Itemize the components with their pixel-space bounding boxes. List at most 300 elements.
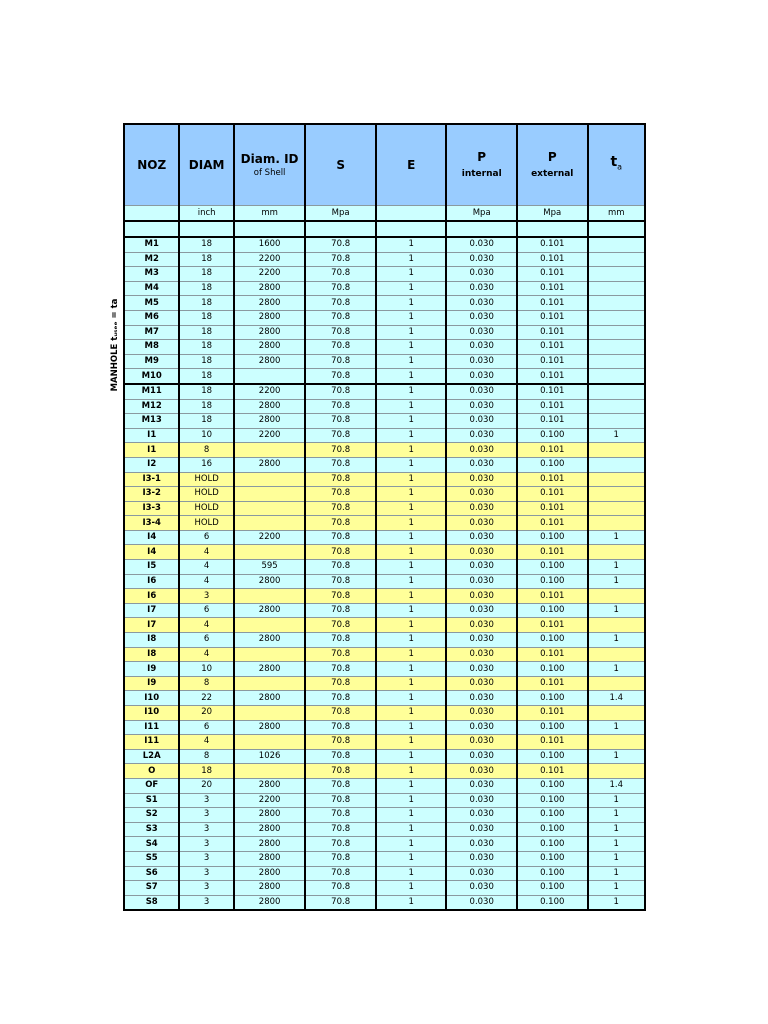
p-external-cell: 0.101 [517, 764, 588, 779]
noz-cell: S3 [124, 822, 179, 837]
s-cell: 70.8 [305, 530, 376, 545]
diam-cell: 18 [179, 310, 233, 325]
table-row [124, 808, 645, 823]
s-cell: 70.8 [305, 414, 376, 429]
p-internal-cell: 0.030 [446, 501, 517, 516]
e-cell: 1 [376, 252, 447, 267]
diam-id-cell: 2800 [234, 837, 306, 852]
noz-cell: S8 [124, 895, 179, 910]
noz-cell: M4 [124, 281, 179, 296]
noz-cell: I7 [124, 603, 179, 618]
ta-cell [588, 252, 646, 267]
spacer-cell [517, 221, 588, 237]
diam-cell: 18 [179, 384, 233, 399]
e-cell: 1 [376, 618, 447, 633]
table-row [124, 691, 645, 706]
s-cell: 70.8 [305, 310, 376, 325]
e-cell: 1 [376, 354, 447, 369]
e-cell: 1 [376, 428, 447, 443]
ta-cell [588, 457, 646, 472]
ta-cell [588, 589, 646, 604]
s-cell: 70.8 [305, 354, 376, 369]
p-external-cell: 0.101 [517, 443, 588, 458]
s-cell: 70.8 [305, 706, 376, 721]
noz-cell: I8 [124, 647, 179, 662]
unit-s: Mpa [305, 206, 376, 222]
diam-cell: 3 [179, 895, 233, 910]
s-cell: 70.8 [305, 384, 376, 399]
diam-cell: 16 [179, 457, 233, 472]
e-cell: 1 [376, 414, 447, 429]
e-cell: 1 [376, 662, 447, 677]
p-external-cell: 0.101 [517, 589, 588, 604]
diam-id-cell: 2800 [234, 296, 306, 311]
e-cell: 1 [376, 560, 447, 575]
nozzle-data-table [123, 123, 646, 911]
noz-cell: I8 [124, 633, 179, 648]
p-internal-cell: 0.030 [446, 252, 517, 267]
e-cell: 1 [376, 574, 447, 589]
diam-cell: 20 [179, 706, 233, 721]
p-external-cell: 0.101 [517, 281, 588, 296]
diam-id-cell: 2800 [234, 633, 306, 648]
p-external-cell: 0.101 [517, 501, 588, 516]
p-external-cell: 0.101 [517, 545, 588, 560]
diam-cell: 10 [179, 428, 233, 443]
p-internal-cell: 0.030 [446, 603, 517, 618]
diam-id-cell: 2800 [234, 399, 306, 414]
s-cell: 70.8 [305, 443, 376, 458]
diam-id-cell: 2200 [234, 793, 306, 808]
p-external-cell: 0.100 [517, 793, 588, 808]
diam-cell: 18 [179, 764, 233, 779]
p-external-cell: 0.101 [517, 735, 588, 750]
p-external-cell: 0.100 [517, 720, 588, 735]
diam-id-cell: 2800 [234, 866, 306, 881]
ta-cell: 1.4 [588, 691, 646, 706]
noz-cell: S4 [124, 837, 179, 852]
diam-cell: 3 [179, 822, 233, 837]
diam-cell: 3 [179, 866, 233, 881]
p-external-cell: 0.101 [517, 252, 588, 267]
e-cell: 1 [376, 691, 447, 706]
spacer-cell [179, 221, 233, 237]
diam-cell: 6 [179, 530, 233, 545]
p-internal-cell: 0.030 [446, 881, 517, 896]
unit-e [376, 206, 447, 222]
diam-cell: HOLD [179, 472, 233, 487]
table-row [124, 778, 645, 793]
spacer-cell [446, 221, 517, 237]
table-row [124, 252, 645, 267]
table-row [124, 325, 645, 340]
p-internal-cell: 0.030 [446, 589, 517, 604]
ta-cell [588, 516, 646, 531]
ta-cell: 1 [588, 720, 646, 735]
ta-cell [588, 325, 646, 340]
e-cell: 1 [376, 399, 447, 414]
s-cell: 70.8 [305, 545, 376, 560]
ta-cell [588, 472, 646, 487]
p-external-cell: 0.101 [517, 647, 588, 662]
ta-cell: 1 [588, 574, 646, 589]
p-external-cell: 0.100 [517, 837, 588, 852]
noz-cell: M10 [124, 369, 179, 384]
e-cell: 1 [376, 384, 447, 399]
diam-cell: HOLD [179, 516, 233, 531]
p-internal-cell: 0.030 [446, 618, 517, 633]
p-external-cell: 0.101 [517, 472, 588, 487]
e-cell: 1 [376, 881, 447, 896]
table-row [124, 237, 645, 252]
ta-cell: 1 [588, 793, 646, 808]
noz-cell: S7 [124, 881, 179, 896]
s-cell: 70.8 [305, 837, 376, 852]
p-external-cell: 0.100 [517, 881, 588, 896]
p-external-cell: 0.101 [517, 399, 588, 414]
diam-id-cell: 2800 [234, 778, 306, 793]
diam-id-cell [234, 516, 306, 531]
s-cell: 70.8 [305, 516, 376, 531]
ta-cell: 1 [588, 851, 646, 866]
diam-cell: 4 [179, 545, 233, 560]
e-cell: 1 [376, 501, 447, 516]
unit-p-external: Mpa [517, 206, 588, 222]
p-internal-cell: 0.030 [446, 822, 517, 837]
spacer-cell [305, 221, 376, 237]
p-external-cell: 0.101 [517, 487, 588, 502]
s-cell: 70.8 [305, 267, 376, 282]
diam-cell: 18 [179, 267, 233, 282]
table-row [124, 895, 645, 910]
p-external-cell: 0.100 [517, 778, 588, 793]
ta-cell: 1 [588, 749, 646, 764]
ta-cell [588, 414, 646, 429]
units-row [124, 206, 645, 222]
p-external-cell: 0.100 [517, 822, 588, 837]
ta-cell [588, 384, 646, 399]
noz-cell: M12 [124, 399, 179, 414]
noz-cell: I10 [124, 691, 179, 706]
table-row [124, 472, 645, 487]
diam-id-cell: 595 [234, 560, 306, 575]
table-row [124, 414, 645, 429]
noz-cell: M5 [124, 296, 179, 311]
e-cell: 1 [376, 457, 447, 472]
p-internal-cell: 0.030 [446, 560, 517, 575]
diam-id-cell [234, 618, 306, 633]
s-cell: 70.8 [305, 487, 376, 502]
noz-cell: S6 [124, 866, 179, 881]
p-internal-cell: 0.030 [446, 851, 517, 866]
e-cell: 1 [376, 530, 447, 545]
s-cell: 70.8 [305, 691, 376, 706]
p-external-cell: 0.101 [517, 296, 588, 311]
header-e: E [376, 124, 447, 206]
diam-id-cell: 2200 [234, 428, 306, 443]
table-row [124, 560, 645, 575]
diam-cell: HOLD [179, 487, 233, 502]
s-cell: 70.8 [305, 472, 376, 487]
diam-cell: 4 [179, 647, 233, 662]
s-cell: 70.8 [305, 296, 376, 311]
ta-cell [588, 281, 646, 296]
e-cell: 1 [376, 516, 447, 531]
diam-id-cell: 2800 [234, 354, 306, 369]
diam-id-cell: 2800 [234, 340, 306, 355]
p-internal-cell: 0.030 [446, 895, 517, 910]
s-cell: 70.8 [305, 676, 376, 691]
e-cell: 1 [376, 369, 447, 384]
noz-cell: S2 [124, 808, 179, 823]
diam-cell: 6 [179, 603, 233, 618]
diam-cell: 6 [179, 720, 233, 735]
e-cell: 1 [376, 749, 447, 764]
noz-cell: I2 [124, 457, 179, 472]
p-external-cell: 0.101 [517, 414, 588, 429]
noz-cell: I11 [124, 735, 179, 750]
noz-cell: I1 [124, 428, 179, 443]
diam-cell: 10 [179, 662, 233, 677]
p-external-cell: 0.100 [517, 749, 588, 764]
ta-cell [588, 296, 646, 311]
ta-cell [588, 443, 646, 458]
noz-cell: M2 [124, 252, 179, 267]
diam-cell: 8 [179, 749, 233, 764]
diam-id-cell [234, 443, 306, 458]
e-cell: 1 [376, 310, 447, 325]
s-cell: 70.8 [305, 822, 376, 837]
table-row [124, 793, 645, 808]
p-internal-cell: 0.030 [446, 706, 517, 721]
table-row [124, 545, 645, 560]
p-external-cell: 0.100 [517, 603, 588, 618]
table-row [124, 281, 645, 296]
header-diam: DIAM [179, 124, 233, 206]
diam-id-cell [234, 589, 306, 604]
ta-cell [588, 545, 646, 560]
s-cell: 70.8 [305, 325, 376, 340]
e-cell: 1 [376, 472, 447, 487]
s-cell: 70.8 [305, 633, 376, 648]
s-cell: 70.8 [305, 647, 376, 662]
p-external-cell: 0.101 [517, 369, 588, 384]
table-row [124, 354, 645, 369]
noz-cell: I3-2 [124, 487, 179, 502]
e-cell: 1 [376, 793, 447, 808]
p-internal-cell: 0.030 [446, 310, 517, 325]
s-cell: 70.8 [305, 560, 376, 575]
diam-cell: 18 [179, 369, 233, 384]
e-cell: 1 [376, 487, 447, 502]
p-internal-cell: 0.030 [446, 633, 517, 648]
p-external-cell: 0.101 [517, 237, 588, 252]
diam-id-cell [234, 369, 306, 384]
noz-cell: I10 [124, 706, 179, 721]
e-cell: 1 [376, 851, 447, 866]
unit-ta: mm [588, 206, 646, 222]
p-external-cell: 0.101 [517, 384, 588, 399]
s-cell: 70.8 [305, 369, 376, 384]
noz-cell: S5 [124, 851, 179, 866]
diam-id-cell [234, 735, 306, 750]
diam-id-cell [234, 764, 306, 779]
p-external-cell: 0.100 [517, 662, 588, 677]
table-row [124, 428, 645, 443]
noz-cell: I6 [124, 574, 179, 589]
e-cell: 1 [376, 720, 447, 735]
p-internal-cell: 0.030 [446, 325, 517, 340]
p-internal-cell: 0.030 [446, 662, 517, 677]
e-cell: 1 [376, 822, 447, 837]
noz-cell: M3 [124, 267, 179, 282]
noz-cell: M8 [124, 340, 179, 355]
diam-id-cell: 2800 [234, 720, 306, 735]
table-row [124, 633, 645, 648]
p-internal-cell: 0.030 [446, 778, 517, 793]
noz-cell: I3-4 [124, 516, 179, 531]
e-cell: 1 [376, 778, 447, 793]
p-external-cell: 0.100 [517, 851, 588, 866]
spacer-cell [124, 221, 179, 237]
diam-id-cell [234, 472, 306, 487]
noz-cell: M9 [124, 354, 179, 369]
s-cell: 70.8 [305, 340, 376, 355]
p-external-cell: 0.101 [517, 354, 588, 369]
s-cell: 70.8 [305, 735, 376, 750]
ta-cell [588, 369, 646, 384]
ta-cell: 1 [588, 808, 646, 823]
p-internal-cell: 0.030 [446, 764, 517, 779]
s-cell: 70.8 [305, 589, 376, 604]
e-cell: 1 [376, 735, 447, 750]
diam-id-cell: 2800 [234, 822, 306, 837]
diam-id-cell: 2800 [234, 603, 306, 618]
p-internal-cell: 0.030 [446, 574, 517, 589]
header-p-external: P external [517, 124, 588, 206]
ta-cell: 1 [588, 633, 646, 648]
ta-cell: 1 [588, 662, 646, 677]
header-s: S [305, 124, 376, 206]
e-cell: 1 [376, 267, 447, 282]
s-cell: 70.8 [305, 866, 376, 881]
s-cell: 70.8 [305, 808, 376, 823]
p-external-cell: 0.100 [517, 866, 588, 881]
s-cell: 70.8 [305, 457, 376, 472]
p-external-cell: 0.100 [517, 428, 588, 443]
ta-cell [588, 487, 646, 502]
diam-id-cell [234, 501, 306, 516]
noz-cell: M1 [124, 237, 179, 252]
diam-id-cell: 2800 [234, 691, 306, 706]
p-external-cell: 0.101 [517, 310, 588, 325]
diam-cell: 8 [179, 443, 233, 458]
p-internal-cell: 0.030 [446, 545, 517, 560]
diam-cell: 3 [179, 793, 233, 808]
header-ta: $t_a$ [588, 124, 646, 206]
p-internal-cell: 0.030 [446, 414, 517, 429]
p-external-cell: 0.100 [517, 530, 588, 545]
noz-cell: I5 [124, 560, 179, 575]
diam-id-cell [234, 487, 306, 502]
noz-cell: M11 [124, 384, 179, 399]
diam-cell: 4 [179, 735, 233, 750]
ta-cell [588, 706, 646, 721]
table-row [124, 487, 645, 502]
diam-id-cell [234, 706, 306, 721]
diam-id-cell: 2800 [234, 881, 306, 896]
ta-cell [588, 310, 646, 325]
ta-cell: 1 [588, 603, 646, 618]
diam-id-cell: 2200 [234, 252, 306, 267]
s-cell: 70.8 [305, 749, 376, 764]
diam-cell: 18 [179, 354, 233, 369]
p-internal-cell: 0.030 [446, 808, 517, 823]
table-row [124, 735, 645, 750]
e-cell: 1 [376, 808, 447, 823]
p-internal-cell: 0.030 [446, 676, 517, 691]
diam-cell: 3 [179, 851, 233, 866]
noz-cell: I9 [124, 662, 179, 677]
e-cell: 1 [376, 764, 447, 779]
e-cell: 1 [376, 603, 447, 618]
noz-cell: L2A [124, 749, 179, 764]
e-cell: 1 [376, 340, 447, 355]
table-row [124, 837, 645, 852]
s-cell: 70.8 [305, 399, 376, 414]
p-external-cell: 0.101 [517, 267, 588, 282]
p-internal-cell: 0.030 [446, 296, 517, 311]
p-external-cell: 0.100 [517, 895, 588, 910]
diam-id-cell: 2800 [234, 895, 306, 910]
p-internal-cell: 0.030 [446, 443, 517, 458]
p-internal-cell: 0.030 [446, 369, 517, 384]
diam-cell: 22 [179, 691, 233, 706]
header-row [124, 124, 645, 206]
p-internal-cell: 0.030 [446, 749, 517, 764]
diam-id-cell: 2800 [234, 325, 306, 340]
diam-cell: 4 [179, 618, 233, 633]
s-cell: 70.8 [305, 662, 376, 677]
noz-cell: O [124, 764, 179, 779]
p-internal-cell: 0.030 [446, 516, 517, 531]
diam-id-cell: 1600 [234, 237, 306, 252]
diam-id-cell: 2200 [234, 384, 306, 399]
table-row [124, 589, 645, 604]
noz-cell: I1 [124, 443, 179, 458]
e-cell: 1 [376, 589, 447, 604]
p-external-cell: 0.100 [517, 633, 588, 648]
diam-cell: 18 [179, 281, 233, 296]
ta-cell: 1 [588, 428, 646, 443]
p-external-cell: 0.101 [517, 516, 588, 531]
diam-id-cell: 2200 [234, 267, 306, 282]
p-internal-cell: 0.030 [446, 267, 517, 282]
ta-cell [588, 354, 646, 369]
diam-cell: 18 [179, 399, 233, 414]
table-row [124, 369, 645, 384]
table-row [124, 516, 645, 531]
noz-cell: I3-3 [124, 501, 179, 516]
table-row [124, 530, 645, 545]
header-noz: NOZ [124, 124, 179, 206]
diam-id-cell: 2800 [234, 574, 306, 589]
p-external-cell: 0.100 [517, 457, 588, 472]
table-row [124, 706, 645, 721]
noz-cell: M6 [124, 310, 179, 325]
table-row [124, 749, 645, 764]
diam-cell: 4 [179, 560, 233, 575]
